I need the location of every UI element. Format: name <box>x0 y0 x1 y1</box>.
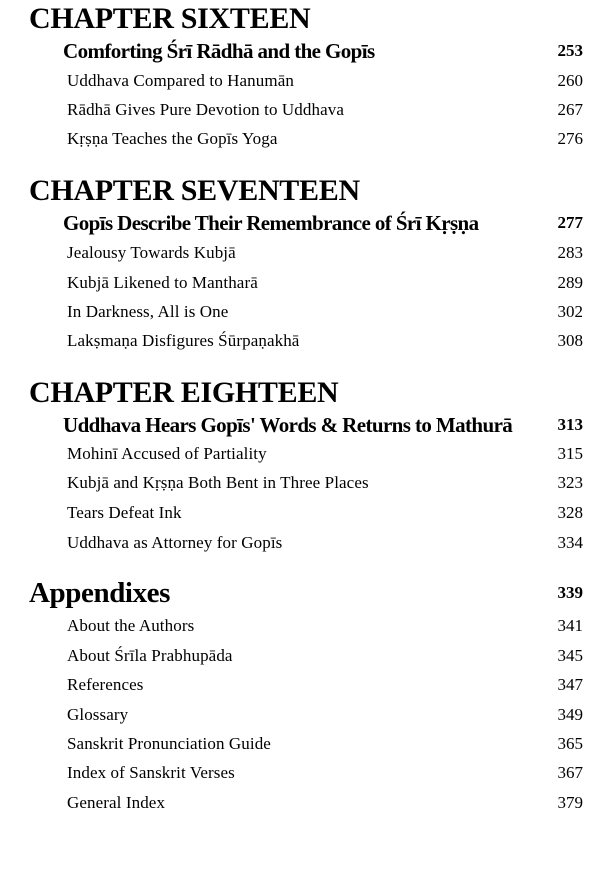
page-number: 289 <box>557 273 583 292</box>
chapter-subtitle: Comforting Śrī Rādhā and the Gopīs <box>63 39 375 63</box>
toc-entry-label: About Śrīla Prabhupāda <box>67 646 233 665</box>
chapter-heading: CHAPTER EIGHTEEN <box>29 376 339 409</box>
chapter-subtitle: Gopīs Describe Their Remembrance of Śrī Kṛṣṇa <box>63 211 479 235</box>
toc-entry[interactable] <box>67 127 583 153</box>
chapter-subtitle-row[interactable] <box>63 38 583 64</box>
toc-entry[interactable] <box>67 531 583 557</box>
chapter-heading: CHAPTER SEVENTEEN <box>29 174 360 207</box>
toc-entry-label: Mohinī Accused of Partiality <box>67 444 267 463</box>
page-number: 349 <box>557 705 583 724</box>
toc-entry[interactable] <box>67 271 583 297</box>
toc-entry[interactable] <box>67 732 583 758</box>
page-number: 283 <box>557 243 583 262</box>
page-number: 315 <box>557 444 583 463</box>
toc-entry[interactable] <box>67 69 583 95</box>
toc-entry[interactable] <box>67 442 583 468</box>
chapter-subtitle-row[interactable] <box>63 210 583 236</box>
page-number: 328 <box>557 503 583 522</box>
toc-entry[interactable] <box>67 501 583 527</box>
page-number: 339 <box>557 583 583 602</box>
chapter-heading: CHAPTER SIXTEEN <box>29 2 311 35</box>
toc-entry-label: Uddhava Compared to Hanumān <box>67 71 294 90</box>
chapter-subtitle-row[interactable] <box>63 412 583 438</box>
page-number: 345 <box>557 646 583 665</box>
toc-entry[interactable] <box>67 761 583 787</box>
toc-entry[interactable] <box>67 644 583 670</box>
page-number: 323 <box>557 473 583 492</box>
toc-entry-label: References <box>67 675 144 694</box>
page-number: 253 <box>557 41 583 60</box>
page-number: 347 <box>557 675 583 694</box>
page-number: 379 <box>557 793 583 812</box>
chapter-subtitle: Uddhava Hears Gopīs' Words & Returns to Mathurā <box>63 413 513 437</box>
appendixes-heading: Appendixes <box>29 577 171 609</box>
toc-entry-label: General Index <box>67 793 166 812</box>
toc-entry[interactable] <box>67 471 583 497</box>
toc-entry-label: About the Authors <box>67 616 195 635</box>
toc-entry[interactable] <box>67 614 583 640</box>
toc-entry-label: Sanskrit Pronunciation Guide <box>67 734 271 753</box>
toc-entry-label: Index of Sanskrit Verses <box>67 763 235 782</box>
toc-entry-label: Tears Defeat Ink <box>67 503 182 522</box>
toc-entry[interactable] <box>67 673 583 699</box>
page-number: 334 <box>557 533 583 552</box>
appendixes-heading-row[interactable] <box>29 576 583 610</box>
page-number: 341 <box>557 616 583 635</box>
page-number: 302 <box>557 302 583 321</box>
toc-entry-label: Kubjā Likened to Mantharā <box>67 273 258 292</box>
toc-entry[interactable] <box>67 98 583 124</box>
toc-entry-label: Kṛṣṇa Teaches the Gopīs Yoga <box>67 129 278 148</box>
toc-entry-label: Jealousy Towards Kubjā <box>67 243 236 262</box>
toc-entry-label: Kubjā and Kṛṣṇa Both Bent in Three Places <box>67 473 369 492</box>
page-number: 367 <box>557 763 583 782</box>
toc-entry-label: Lakṣmaṇa Disfigures Śūrpaṇakhā <box>67 331 300 350</box>
page-number: 313 <box>557 415 583 434</box>
toc-entry[interactable] <box>67 329 583 355</box>
toc-entry[interactable] <box>67 703 583 729</box>
toc-entry[interactable] <box>67 241 583 267</box>
page-number: 267 <box>557 100 583 119</box>
page-number: 365 <box>557 734 583 753</box>
page-number: 308 <box>557 331 583 350</box>
toc-entry-label: Uddhava as Attorney for Gopīs <box>67 533 283 552</box>
toc-entry-label: Glossary <box>67 705 129 724</box>
page-number: 276 <box>557 129 583 148</box>
toc-entry[interactable] <box>67 791 583 817</box>
toc-entry-label: In Darkness, All is One <box>67 302 229 321</box>
page-number: 260 <box>557 71 583 90</box>
page-number: 277 <box>557 213 583 232</box>
toc-entry[interactable] <box>67 300 583 326</box>
toc-entry-label: Rādhā Gives Pure Devotion to Uddhava <box>67 100 344 119</box>
